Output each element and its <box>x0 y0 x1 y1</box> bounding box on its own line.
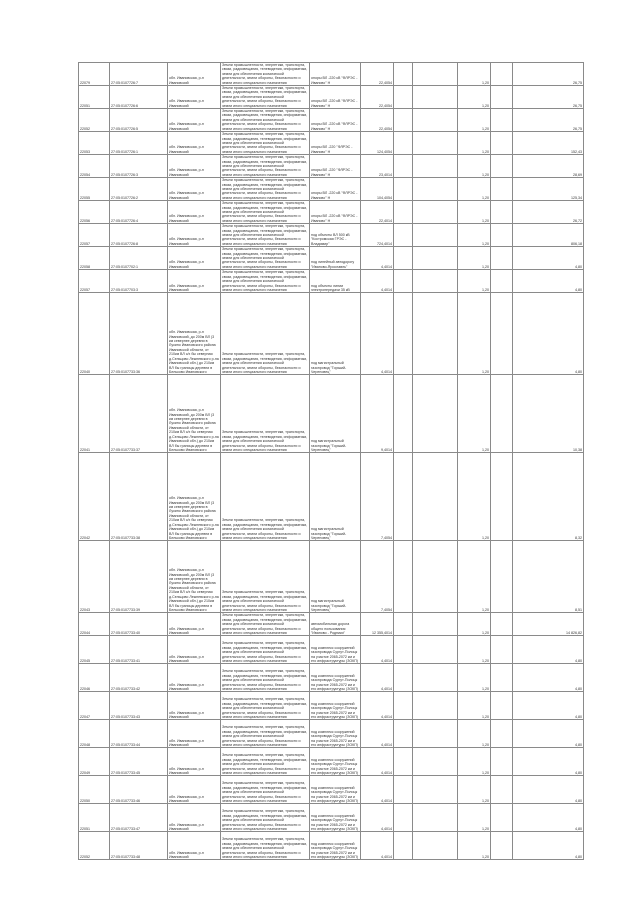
land-category: Земли промышленности, энергетики, транспорта, связи, радиовещания, телевидения, информатики, земли для обеспечения космической деятельности, земли обороны, безопасности и земли иного специального назначения <box>221 636 310 664</box>
empty-cell <box>491 804 513 832</box>
empty-cell <box>491 293 513 375</box>
cadastral-number: 27:05:0107733:40 <box>110 613 168 636</box>
address: обл. Ивановская, р-н Ивановский, до 200м ВЛ (3 км севернее деревни в Лукино Ивановского района Ивановской области, от 210км ВЛ с/х бы северная д.Сельцово Лежневского р-на Ивановской обл.) до 210км ВЛ бы границы деревни в Бельково Ивановского <box>168 453 221 541</box>
land-category: Земли промышленности, энергетики, транспорта, связи, радиовещания, телевидения, информатики, земли для обеспечения космической деятельности, земли обороны, безопасности и земли иного специального назначения <box>221 541 310 613</box>
empty-cell <box>394 270 413 293</box>
land-category: Земли промышленности, энергетики, транспорта, связи, радиовещания, телевидения, информатики, земли для обеспечения космической деятельности, земли обороны, безопасности и земли иного специального назначения <box>221 375 310 453</box>
table-row <box>79 132 584 155</box>
empty-cell <box>491 109 513 132</box>
land-category: Земли промышленности, энергетики, транспорта, связи, радиовещания, телевидения, информатики, земли для обеспечения космической деятельности, земли обороны, безопасности и земли иного специального назначения <box>221 109 310 132</box>
empty-cell <box>394 720 413 748</box>
permitted-use: под комплекс сооружений газопровода Сургут-Полоцк на участке 2065-2072 км и его инфраструктуры (ЗОКП) <box>310 664 361 692</box>
table-row <box>79 224 584 247</box>
sum: 4,80 <box>513 776 584 804</box>
empty-cell <box>394 375 413 453</box>
address: обл. Ивановская, р-н Ивановский <box>168 109 221 132</box>
empty-cell <box>491 270 513 293</box>
area: 4,4014 <box>361 247 394 270</box>
address: обл. Ивановская, р-н Ивановский <box>168 692 221 720</box>
land-category: Земли промышленности, энергетики, транспорта, связи, радиовещания, телевидения, информатики, земли для обеспечения космической деятельности, земли обороны, безопасности и земли иного специального назначения <box>221 748 310 776</box>
row-number: 22046 <box>79 664 110 692</box>
sum: 4,80 <box>513 293 584 375</box>
sum: 4,80 <box>513 832 584 860</box>
address: обл. Ивановская, р-н Ивановский <box>168 748 221 776</box>
land-category: Земли промышленности, энергетики, транспорта, связи, радиовещания, телевидения, информатики, земли для обеспечения космической деятельности, земли обороны, безопасности и земли иного специального назначения <box>221 776 310 804</box>
rate: 1,20 <box>458 270 491 293</box>
rate: 1,20 <box>458 247 491 270</box>
empty-cell <box>413 293 458 375</box>
permitted-use: под магистральный газопровод "Горький-Череповец" <box>310 375 361 453</box>
empty-cell <box>394 63 413 86</box>
empty-cell <box>413 132 458 155</box>
address: обл. Ивановская, р-н Ивановский <box>168 63 221 86</box>
row-number: 22051 <box>79 86 110 109</box>
rate: 1,20 <box>458 832 491 860</box>
rate: 1,20 <box>458 178 491 201</box>
land-category: Земли промышленности, энергетики, транспорта, связи, радиовещания, телевидения, информатики, земли для обеспечения космической деятельности, земли обороны, безопасности и земли иного специального назначения <box>221 86 310 109</box>
land-category: Земли промышленности, энергетики, транспорта, связи, радиовещания, телевидения, информатики, земли для обеспечения космической деятельности, земли обороны, безопасности и земли иного специального назначения <box>221 453 310 541</box>
empty-cell <box>394 132 413 155</box>
empty-cell <box>491 375 513 453</box>
rate: 1,20 <box>458 109 491 132</box>
empty-cell <box>394 453 413 541</box>
row-number: 22053 <box>79 132 110 155</box>
land-category: Земли промышленности, энергетики, транспорта, связи, радиовещания, телевидения, информатики, земли для обеспечения космической деятельности, земли обороны, безопасности и земли иного специального назначения <box>221 63 310 86</box>
sum: 8,51 <box>513 541 584 613</box>
permitted-use: под объекты линии электропередачи 35 кВ <box>310 270 361 293</box>
address: обл. Ивановская, р-н Ивановский <box>168 201 221 224</box>
table-row <box>79 109 584 132</box>
table-row <box>79 748 584 776</box>
sum: 806,18 <box>513 224 584 247</box>
permitted-use: под комплекс сооружений газопровода Сургут-Полоцк на участке 2065-2072 км и его инфраструктуры (ЗОКП) <box>310 636 361 664</box>
area: 124,4054 <box>361 132 394 155</box>
sum: 26,75 <box>513 109 584 132</box>
land-category: Земли промышленности, энергетики, транспорта, связи, радиовещания, телевидения, информатики, земли для обеспечения космической деятельности, земли обороны, безопасности и земли иного специального назначения <box>221 720 310 748</box>
sum: 4,80 <box>513 748 584 776</box>
empty-cell <box>491 247 513 270</box>
area: 4,4014 <box>361 664 394 692</box>
cadastral-number: 27:05:0107726:1 <box>110 132 168 155</box>
address: обл. Ивановская, р-н Ивановский <box>168 720 221 748</box>
permitted-use: под комплекс сооружений газопровода Сургут-Полоцк на участке 2065-2072 км и его инфраструктуры (ЗОКП) <box>310 776 361 804</box>
row-number: 22043 <box>79 541 110 613</box>
rate: 1,20 <box>458 201 491 224</box>
empty-cell <box>394 636 413 664</box>
empty-cell <box>413 247 458 270</box>
permitted-use: опоры ВЛ -220 кВ "ФЛРЭС - Иваново" H <box>310 201 361 224</box>
area: 4,4014 <box>361 832 394 860</box>
address: обл. Ивановская, р-н Ивановский <box>168 270 221 293</box>
area: 4,4014 <box>361 748 394 776</box>
area: 22,4054 <box>361 63 394 86</box>
cadastral-number: 27:05:0107733:41 <box>110 636 168 664</box>
land-category: Земли промышленности, энергетики, транспорта, связи, радиовещания, телевидения, информатики, земли для обеспечения космической деятельности, земли обороны, безопасности и земли иного специального назначения <box>221 270 310 293</box>
empty-cell <box>491 541 513 613</box>
cadastral-number: 27:05:0107733:47 <box>110 804 168 832</box>
empty-cell <box>394 541 413 613</box>
area: 22,4014 <box>361 201 394 224</box>
permitted-use: под комплекс сооружений газопровода Сургут-Полоцк на участке 2065-2072 км и его инфраструктуры (ЗОКП) <box>310 832 361 860</box>
rate: 1,20 <box>458 692 491 720</box>
sum: 26,75 <box>513 86 584 109</box>
empty-cell <box>413 692 458 720</box>
land-category: Земли промышленности, энергетики, транспорта, связи, радиовещания, телевидения, информатики, земли для обеспечения космической деятельности, земли обороны, безопасности и земли иного специального назначения <box>221 613 310 636</box>
empty-cell <box>413 541 458 613</box>
table-row <box>79 832 584 860</box>
land-category: Земли промышленности, энергетики, транспорта, связи, радиовещания, телевидения, информатики, земли для обеспечения космической деятельности, земли обороны, безопасности и земли иного специального назначения <box>221 132 310 155</box>
table-row <box>79 178 584 201</box>
cadastral-number: 27:05:0107726:3 <box>110 155 168 178</box>
empty-cell <box>413 636 458 664</box>
empty-cell <box>491 664 513 692</box>
area: 23,4014 <box>361 155 394 178</box>
empty-cell <box>394 109 413 132</box>
land-category: Земли промышленности, энергетики, транспорта, связи, радиовещания, телевидения, информатики, земли для обеспечения космической деятельности, земли обороны, безопасности и земли иного специального назначения <box>221 224 310 247</box>
land-category: Земли промышленности, энергетики, транспорта, связи, радиовещания, телевидения, информатики, земли для обеспечения космической деятельности, земли обороны, безопасности и земли иного специального назначения <box>221 178 310 201</box>
table-row <box>79 613 584 636</box>
table-row <box>79 155 584 178</box>
rate: 1,20 <box>458 224 491 247</box>
sum: 4,80 <box>513 270 584 293</box>
cadastral-number: 27:05:0107733:45 <box>110 748 168 776</box>
sum: 14 826,82 <box>513 613 584 636</box>
table-row <box>79 720 584 748</box>
land-category: Земли промышленности, энергетики, транспорта, связи, радиовещания, телевидения, информатики, земли для обеспечения космической деятельности, земли обороны, безопасности и земли иного специального назначения <box>221 664 310 692</box>
rate: 1,20 <box>458 636 491 664</box>
empty-cell <box>413 748 458 776</box>
empty-cell <box>491 720 513 748</box>
row-number: 22040 <box>79 293 110 375</box>
address: обл. Ивановская, р-н Ивановский <box>168 804 221 832</box>
row-number: 22058 <box>79 247 110 270</box>
cadastral-number: 27:05:0107733:44 <box>110 720 168 748</box>
empty-cell <box>413 270 458 293</box>
empty-cell <box>394 832 413 860</box>
permitted-use: под магистральный газопровод "Горький-Череповец" <box>310 541 361 613</box>
permitted-use: опоры ВЛ -220 кВ "ФЛРЭС - Иваново" H <box>310 86 361 109</box>
address: обл. Ивановская, р-н Ивановский <box>168 247 221 270</box>
address: обл. Ивановская, р-н Ивановский <box>168 664 221 692</box>
table-row <box>79 453 584 541</box>
table-row <box>79 636 584 664</box>
empty-cell <box>394 664 413 692</box>
empty-cell <box>491 748 513 776</box>
rate: 1,20 <box>458 664 491 692</box>
sum: 28,69 <box>513 155 584 178</box>
empty-cell <box>413 86 458 109</box>
sum: 10,38 <box>513 375 584 453</box>
rate: 1,20 <box>458 613 491 636</box>
cadastral-number: 27:05:0107726:8 <box>110 224 168 247</box>
sum: 4,80 <box>513 692 584 720</box>
empty-cell <box>491 63 513 86</box>
empty-cell <box>491 692 513 720</box>
table-row <box>79 664 584 692</box>
empty-cell <box>394 247 413 270</box>
cadastral-number: 27:05:0107733:42 <box>110 664 168 692</box>
rate: 1,20 <box>458 804 491 832</box>
empty-cell <box>394 804 413 832</box>
rate: 1,20 <box>458 132 491 155</box>
rate: 1,20 <box>458 776 491 804</box>
empty-cell <box>491 132 513 155</box>
address: обл. Ивановская, р-н Ивановский <box>168 224 221 247</box>
permitted-use: опоры ВЛ -220 кВ "ФЛРЭС - Иваново" H <box>310 109 361 132</box>
empty-cell <box>394 178 413 201</box>
address: обл. Ивановская, р-н Ивановский <box>168 178 221 201</box>
cadastral-number: 27:05:0107733:48 <box>110 832 168 860</box>
empty-cell <box>413 109 458 132</box>
rate: 1,20 <box>458 63 491 86</box>
empty-cell <box>394 748 413 776</box>
table-row <box>79 541 584 613</box>
address: обл. Ивановская, р-н Ивановский <box>168 776 221 804</box>
table-row <box>79 804 584 832</box>
area: 4,4014 <box>361 804 394 832</box>
rate: 1,20 <box>458 293 491 375</box>
address: обл. Ивановская, р-н Ивановский <box>168 636 221 664</box>
land-category: Земли промышленности, энергетики, транспорта, связи, радиовещания, телевидения, информатики, земли для обеспечения космической деятельности, земли обороны, безопасности и земли иного специального назначения <box>221 293 310 375</box>
area: 22,4054 <box>361 86 394 109</box>
empty-cell <box>394 86 413 109</box>
empty-cell <box>413 63 458 86</box>
sum: 4,80 <box>513 720 584 748</box>
row-number: 22050 <box>79 776 110 804</box>
empty-cell <box>491 636 513 664</box>
empty-cell <box>413 201 458 224</box>
document-page <box>78 62 582 860</box>
land-category: Земли промышленности, энергетики, транспорта, связи, радиовещания, телевидения, информатики, земли для обеспечения космической деятельности, земли обороны, безопасности и земли иного специального назначения <box>221 247 310 270</box>
empty-cell <box>491 453 513 541</box>
land-category: Земли промышленности, энергетики, транспорта, связи, радиовещания, телевидения, информатики, земли для обеспечения космической деятельности, земли обороны, безопасности и земли иного специального назначения <box>221 692 310 720</box>
empty-cell <box>491 201 513 224</box>
cadastral-number: 27:05:0107726:7 <box>110 63 168 86</box>
row-number: 22079 <box>79 63 110 86</box>
row-number: 22048 <box>79 720 110 748</box>
address: обл. Ивановская, р-н Ивановский <box>168 613 221 636</box>
rate: 1,20 <box>458 541 491 613</box>
table-row <box>79 293 584 375</box>
empty-cell <box>413 832 458 860</box>
rate: 1,20 <box>458 375 491 453</box>
rate: 1,20 <box>458 720 491 748</box>
row-number: 22049 <box>79 748 110 776</box>
area: 7,4054 <box>361 453 394 541</box>
cadastral-number: 27:05:0107703:3 <box>110 270 168 293</box>
permitted-use: опоры ВЛ -220 "ФЛРЭС - Иваново" H <box>310 155 361 178</box>
empty-cell <box>413 664 458 692</box>
address: обл. Ивановская, р-н Ивановский <box>168 155 221 178</box>
cadastral-number: 27:05:0107726:5 <box>110 109 168 132</box>
empty-cell <box>491 178 513 201</box>
empty-cell <box>491 86 513 109</box>
empty-cell <box>394 155 413 178</box>
empty-cell <box>413 453 458 541</box>
empty-cell <box>394 613 413 636</box>
table-row <box>79 201 584 224</box>
cadastral-number: 27:05:0107733:43 <box>110 692 168 720</box>
area: 4,4014 <box>361 270 394 293</box>
row-number: 22052 <box>79 109 110 132</box>
table-row <box>79 270 584 293</box>
permitted-use: под комплекс сооружений газопровода Сургут-Полоцк на участке 2065-2072 км и его инфраструктуры (ЗОКП) <box>310 748 361 776</box>
cadastral-number: 27:05:0107733:36 <box>110 293 168 375</box>
area: 22,4054 <box>361 109 394 132</box>
area: 9,4014 <box>361 375 394 453</box>
empty-cell <box>491 776 513 804</box>
land-category: Земли промышленности, энергетики, транспорта, связи, радиовещания, телевидения, информатики, земли для обеспечения космической деятельности, земли обороны, безопасности и земли иного специального назначения <box>221 804 310 832</box>
row-number: 22045 <box>79 636 110 664</box>
row-number: 22057 <box>79 270 110 293</box>
cadastral-number: 27:05:0107702:1 <box>110 247 168 270</box>
empty-cell <box>394 776 413 804</box>
row-number: 22042 <box>79 453 110 541</box>
permitted-use: под объекты ВЛ 500 кВ "Костромская ГРЭС - Владимир" <box>310 224 361 247</box>
cadastral-number: 27:05:0107726:4 <box>110 201 168 224</box>
sum: 26,75 <box>513 63 584 86</box>
row-number: 22052 <box>79 832 110 860</box>
rate: 1,20 <box>458 86 491 109</box>
empty-cell <box>491 832 513 860</box>
empty-cell <box>413 776 458 804</box>
sum: 8,32 <box>513 453 584 541</box>
permitted-use: опоры ВЛ -220 "ФЛРЭС - Иваново" H <box>310 132 361 155</box>
rate: 1,20 <box>458 453 491 541</box>
cadastral-number: 27:05:0107733:39 <box>110 541 168 613</box>
area: 7,4054 <box>361 541 394 613</box>
table-row <box>79 692 584 720</box>
empty-cell <box>413 178 458 201</box>
empty-cell <box>491 613 513 636</box>
empty-cell <box>413 804 458 832</box>
area: 4,4014 <box>361 776 394 804</box>
cadastral-number: 27:05:0107726:2 <box>110 178 168 201</box>
table-row <box>79 63 584 86</box>
permitted-use: под линейный автодорогу "Иваново-Ярославль" <box>310 247 361 270</box>
permitted-use: под магистральный газопровод "Горький-Череповец" <box>310 453 361 541</box>
rate: 1,20 <box>458 155 491 178</box>
empty-cell <box>491 155 513 178</box>
sum: 125,34 <box>513 178 584 201</box>
empty-cell <box>413 155 458 178</box>
empty-cell <box>394 293 413 375</box>
empty-cell <box>394 692 413 720</box>
address: обл. Ивановская, р-н Ивановский <box>168 832 221 860</box>
table-row <box>79 247 584 270</box>
row-number: 22057 <box>79 224 110 247</box>
rate: 1,20 <box>458 748 491 776</box>
empty-cell <box>413 720 458 748</box>
empty-cell <box>394 201 413 224</box>
permitted-use: под комплекс сооружений газопровода Сургут-Полоцк на участке 2065-2072 км и его инфраструктуры (ЗОКП) <box>310 804 361 832</box>
cadastral-number: 27:05:0107726:6 <box>110 86 168 109</box>
table-row <box>79 86 584 109</box>
permitted-use: под комплекс сооружений газопровода Сургут-Полоцк на участке 2065-2072 км и его инфраструктуры (ЗОКП) <box>310 692 361 720</box>
area: 4,4014 <box>361 636 394 664</box>
area: 4,4014 <box>361 720 394 748</box>
sum: 4,80 <box>513 636 584 664</box>
address: обл. Ивановская, р-н Ивановский <box>168 132 221 155</box>
row-number: 22047 <box>79 692 110 720</box>
row-number: 22044 <box>79 613 110 636</box>
table-row <box>79 375 584 453</box>
permitted-use: под магистральный газопровод "Горький-Череповец" <box>310 293 361 375</box>
cadastral-number: 27:05:0107733:37 <box>110 375 168 453</box>
area: 4,4014 <box>361 692 394 720</box>
row-number: 22055 <box>79 178 110 201</box>
permitted-use: под комплекс сооружений газопровода Сургут-Полоцк на участке 2065-2072 км и его инфраструктуры (ЗОКП) <box>310 720 361 748</box>
table-row <box>79 776 584 804</box>
row-number: 22051 <box>79 804 110 832</box>
cadastral-number: 27:05:0107733:46 <box>110 776 168 804</box>
permitted-use: опоры ВЛ -220 кВ "ФЛРЭС - Иваново" H <box>310 63 361 86</box>
land-category: Земли промышленности, энергетики, транспорта, связи, радиовещания, телевидения, информатики, земли для обеспечения космической деятельности, земли обороны, безопасности и земли иного специального назначения <box>221 201 310 224</box>
address: обл. Ивановская, р-н Ивановский <box>168 86 221 109</box>
row-number: 22054 <box>79 155 110 178</box>
area: 104,4054 <box>361 178 394 201</box>
sum: 4,80 <box>513 664 584 692</box>
land-plots-table <box>78 62 584 860</box>
sum: 26,72 <box>513 201 584 224</box>
area: 724,4014 <box>361 224 394 247</box>
empty-cell <box>394 224 413 247</box>
empty-cell <box>491 224 513 247</box>
permitted-use: опоры ВЛ -220 кВ "ФЛРЭС - Иваново" H <box>310 178 361 201</box>
land-category: Земли промышленности, энергетики, транспорта, связи, радиовещания, телевидения, информатики, земли для обеспечения космической деятельности, земли обороны, безопасности и земли иного специального назначения <box>221 832 310 860</box>
address: обл. Ивановская, р-н Ивановский, до 200м ВЛ (3 км севернее деревни в Лукино Ивановского района Ивановской области, от 210км ВЛ с/х бы северная д.Сельцово Лежневского р-на Ивановской обл.) до 210км ВЛ бы границы деревни в Бельково Ивановского <box>168 293 221 375</box>
sum: 4,80 <box>513 804 584 832</box>
land-category: Земли промышленности, энергетики, транспорта, связи, радиовещания, телевидения, информатики, земли для обеспечения космической деятельности, земли обороны, безопасности и земли иного специального назначения <box>221 155 310 178</box>
permitted-use: автомобильная дорога общего пользования "Иваново - Родники" <box>310 613 361 636</box>
area: 4,4014 <box>361 293 394 375</box>
empty-cell <box>413 613 458 636</box>
empty-cell <box>413 375 458 453</box>
sum: 152,43 <box>513 132 584 155</box>
address: обл. Ивановская, р-н Ивановский, до 200м ВЛ (3 км севернее деревни в Лукино Ивановского района Ивановской области, от 210км ВЛ с/х бы северная д.Сельцово Лежневского р-на Ивановской обл.) до 210км ВЛ бы границы деревни в Бельково Ивановского <box>168 375 221 453</box>
area: 12 355,4014 <box>361 613 394 636</box>
sum: 4,80 <box>513 247 584 270</box>
empty-cell <box>413 224 458 247</box>
cadastral-number: 27:05:0107733:38 <box>110 453 168 541</box>
row-number: 22041 <box>79 375 110 453</box>
address: обл. Ивановская, р-н Ивановский, до 200м ВЛ (3 км севернее деревни в Лукино Ивановского района Ивановской области, от 210км ВЛ с/х бы северная д.Сельцово Лежневского р-на Ивановской обл.) до 210км ВЛ бы границы деревни в Бельково Ивановского <box>168 541 221 613</box>
row-number: 22056 <box>79 201 110 224</box>
